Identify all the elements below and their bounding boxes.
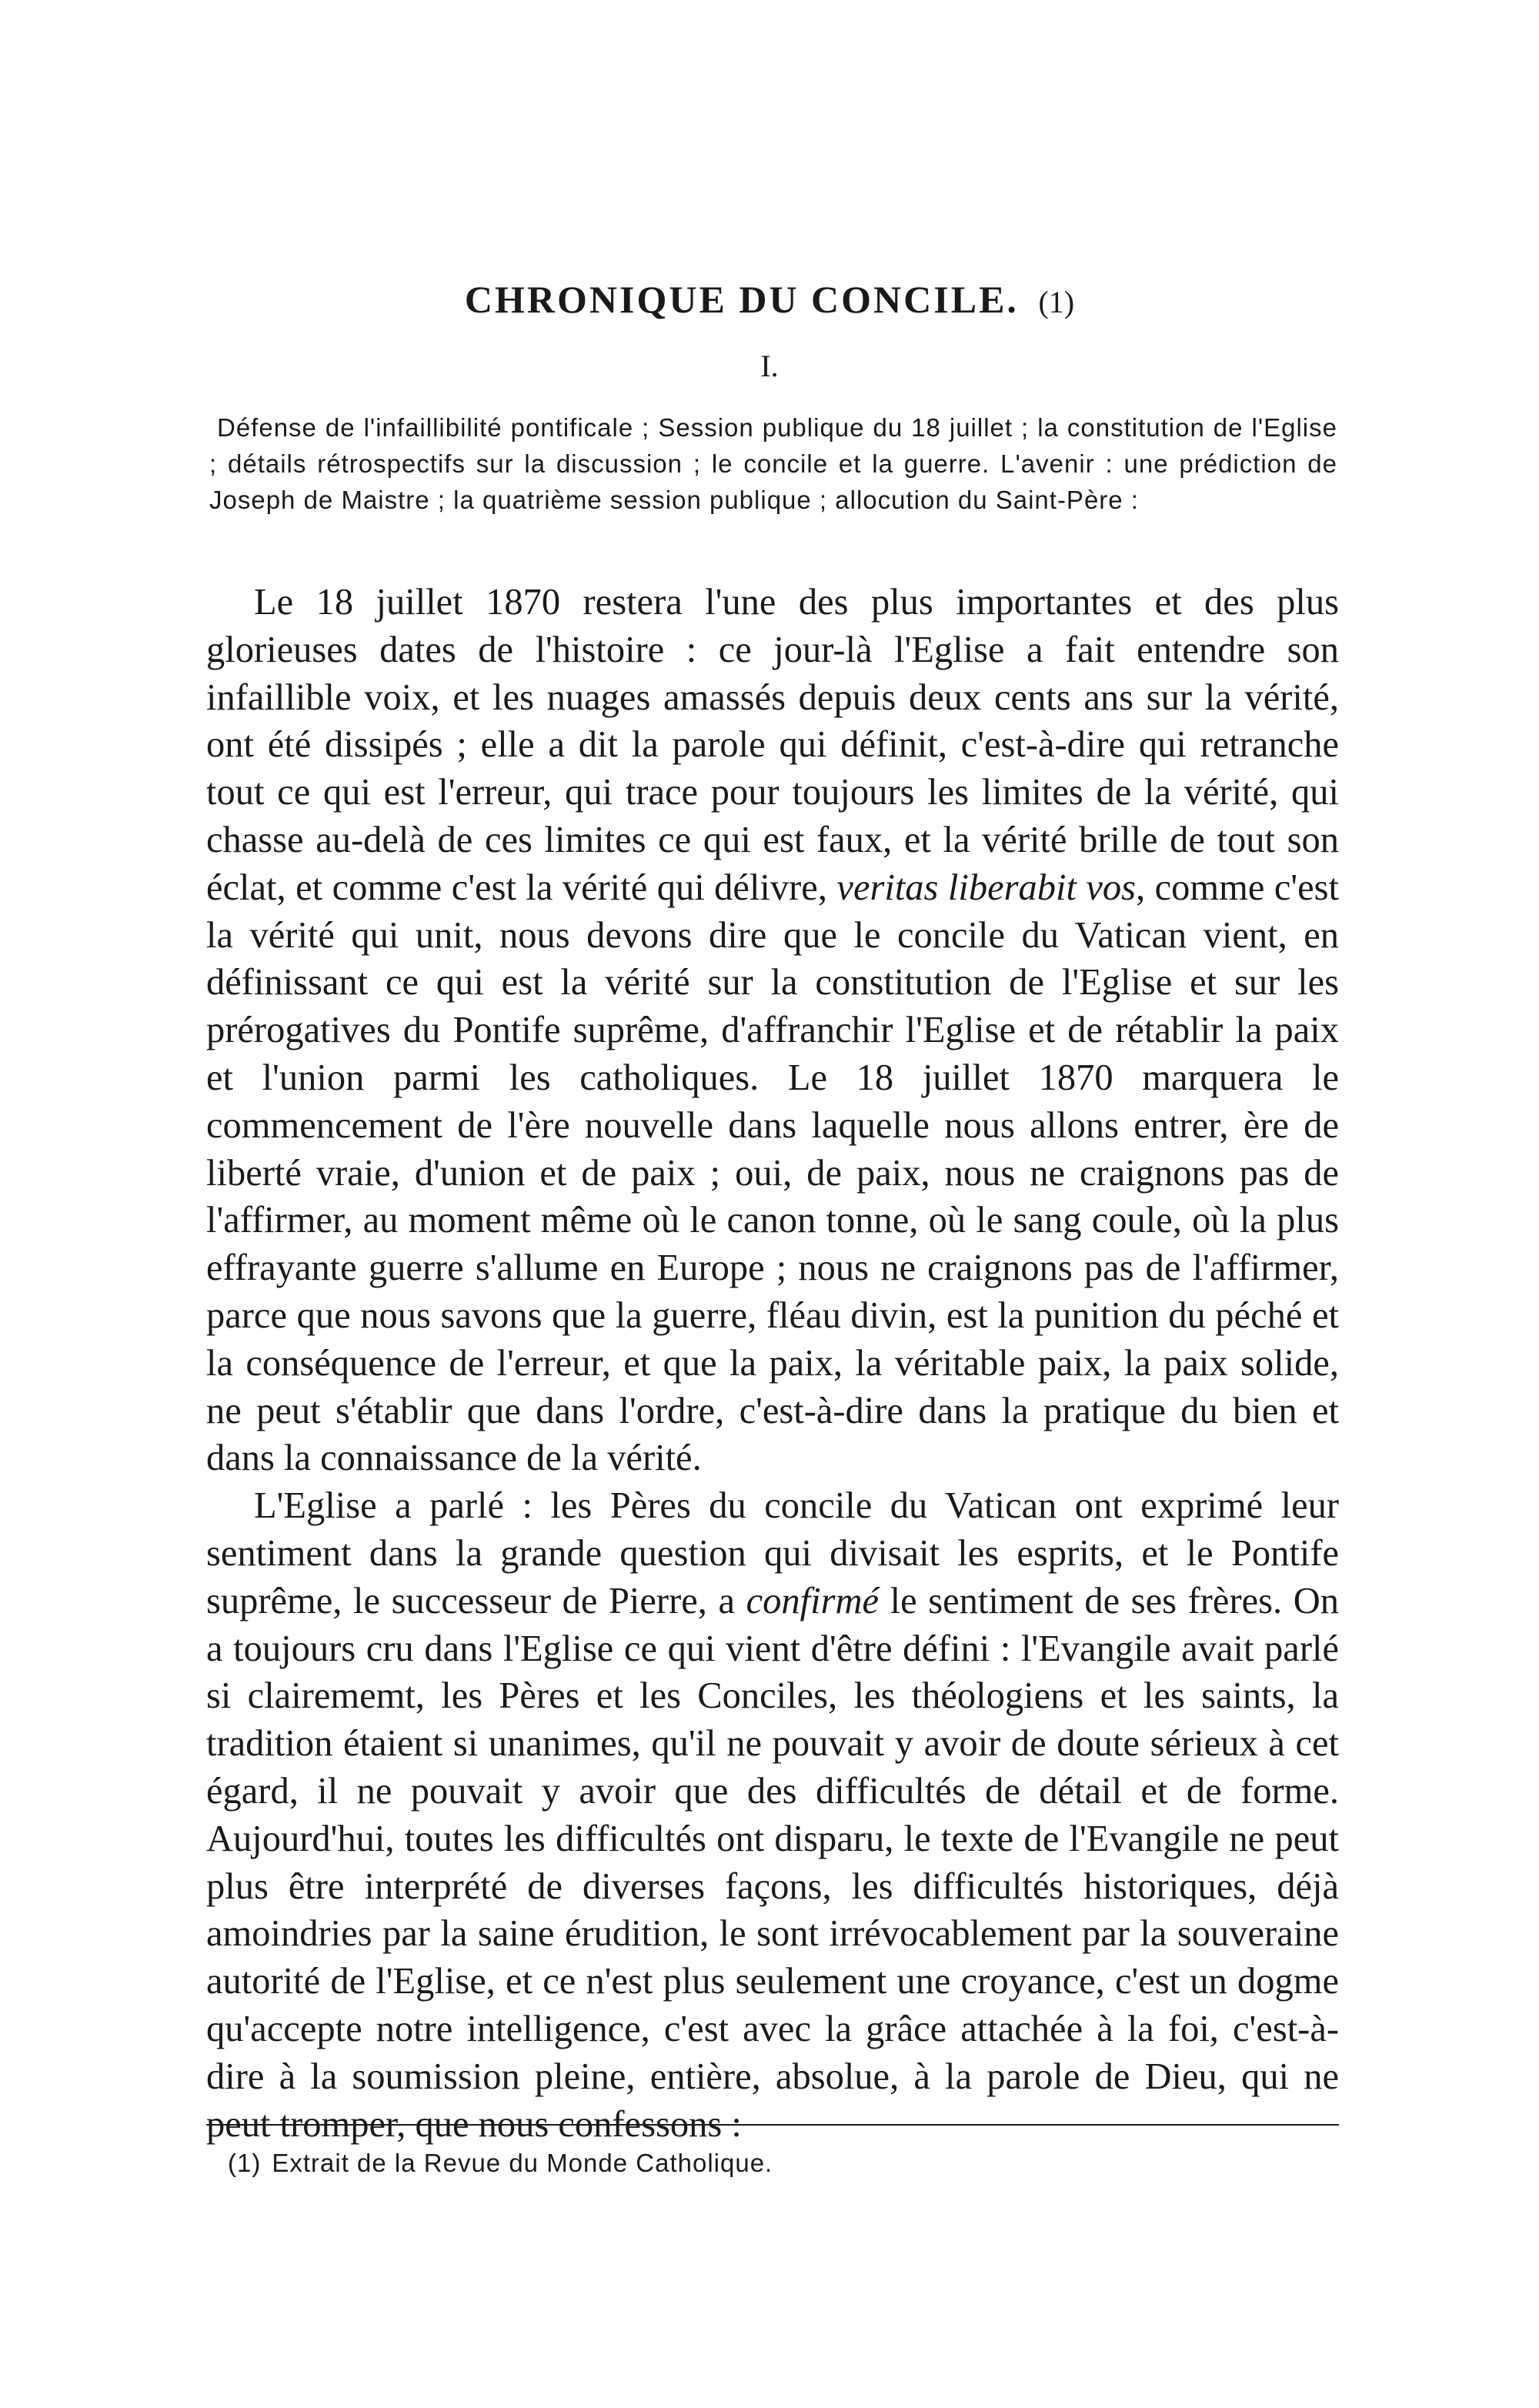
chapter-title: [0, 277, 1539, 322]
paragraph-text: L'Eglise a parlé : les Pères du concile du Vatican ont exprimé leur sentiment dans la grande question qui divisait les esprits, et le Pontife suprême, le successeur de Pierre, a: [206, 1485, 1339, 1621]
chapter-summary: [209, 409, 1337, 518]
paragraph: [206, 579, 1339, 1482]
paragraph: [206, 1482, 1339, 2148]
paragraph-text: , comme c'est la vérité qui unit, nous devons dire que le concile du Vatican vient, en définissant ce qui est la vérité sur la constitution de l'Eglise et sur les prérogatives du Pontife suprême, d'affranchir l'Eglise et de rétablir la paix et l'union parmi les catholiques. Le 18 juillet 1870 marquera le commencement de l'ère nouvelle dans laquelle nous allons entrer, ère de liberté vraie, d'union et de paix ; oui, de paix, nous ne craignons pas de l'affirmer, au moment même où le canon tonne, où le sang coule, où la plus effrayante guerre s'allume en Europe ; nous ne craignons pas de l'affirmer, parce que nous savons que la guerre, fléau divin, est la punition du péché et la conséquence de l'erreur, et que la paix, la véritable paix, la paix solide, ne peut s'établir que dans l'ordre, c'est-à-dire dans la pratique du bien et dans la connaissance de la vérité.: [206, 867, 1340, 1479]
footnote-text: Extrait de la Revue du Monde Catholique.: [272, 2149, 773, 2177]
italic-word: confirmé: [746, 1580, 880, 1621]
footnote-mark: (1): [228, 2149, 262, 2177]
italic-quote: veritas liberabit vos: [836, 867, 1137, 908]
body-text: [206, 579, 1339, 2148]
paragraph-text: le sentiment de ses frères. On a toujours cru dans l'Eglise ce qui vient d'être défini : l'Evangile avait parlé si clairememt, les Pères et les Conciles, les théologiens et les saints, la tradition étaient si unanimes, qu'il ne pouvait y avoir de doute sérieux à cet égard, il ne pouvait y avoir que des difficultés de détail et de forme. Aujourd'hui, toutes les difficultés ont disparu, le texte de l'Evangile ne peut plus être interprété de diverses façons, les difficultés historiques, déjà amoindries par la saine érudition, le sont irrévocablement par la souveraine autorité de l'Eglise, et ce n'est plus seulement une croyance, c'est un dogme qu'accepte notre intelligence, c'est avec la grâce attachée à la foi, c'est-à-dire à la soumission pleine, entière, absolue, à la parole de Dieu, qui ne peut tromper, que nous confessons :: [206, 1580, 1339, 2145]
chapter-summary-text: Défense de l'infaillibilité pontificale ; Session publique du 18 juillet ; la constitution de l'Eglise ; détails rétrospectifs sur la discussion ; le concile et la guerre. L'avenir : une prédiction de Joseph de Maistre ; la quatrième session publique ; allocution du Saint-Père :: [209, 413, 1337, 514]
paragraph-text: Le 18 juillet 1870 restera l'une des plus importantes et des plus glorieuses dates de l'histoire : ce jour-là l'Eglise a fait entendre son infaillible voix, et les nuages amassés depuis deux cents ans sur la vérité, ont été dissipés ; elle a dit la parole qui définit, c'est-à-dire qui retranche tout ce qui est l'erreur, qui trace pour toujours les limites de la vérité, qui chasse au-delà de ces limites ce qui est faux, et la vérité brille de tout son éclat, et comme c'est la vérité qui délivre,: [206, 582, 1339, 908]
chapter-title-text: CHRONIQUE DU CONCILE.: [464, 278, 1019, 321]
footnote-divider: [206, 2124, 1339, 2126]
section-number: I.: [760, 349, 779, 383]
footnote-reference: (1): [1038, 285, 1075, 319]
footnote: [228, 2149, 773, 2178]
